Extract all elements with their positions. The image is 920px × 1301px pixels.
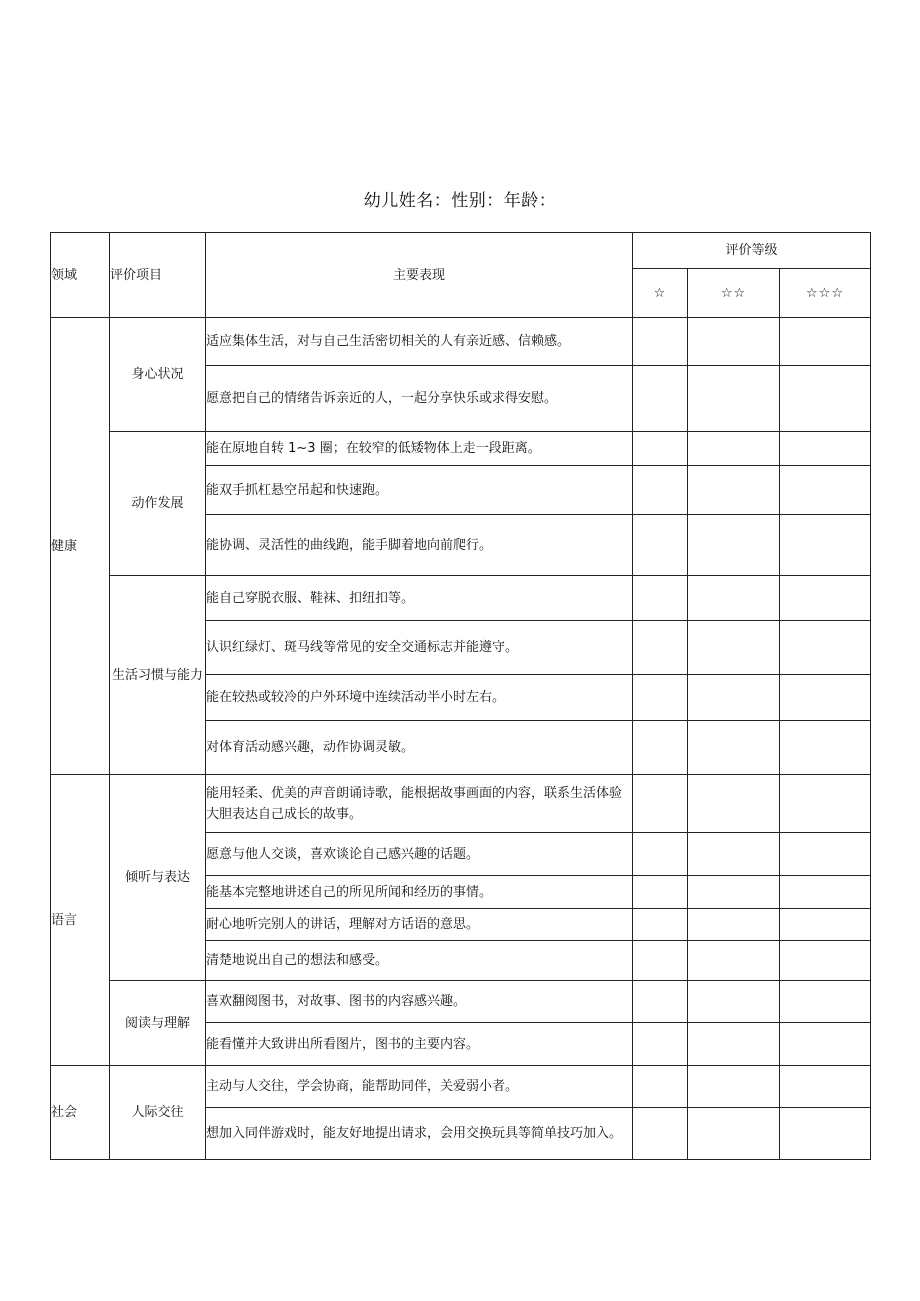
- rating-cell-three-star[interactable]: [780, 576, 871, 621]
- header-rating-level: 评价等级: [633, 233, 871, 269]
- performance-cell: 能用轻柔、优美的声音朗诵诗歌，能根据故事画面的内容，联系生活体验大胆表达自己成长的故事。: [206, 775, 633, 833]
- header-domain: 领域: [51, 233, 110, 318]
- rating-cell-three-star[interactable]: [780, 876, 871, 909]
- rating-cell-two-star[interactable]: [688, 833, 780, 876]
- rating-cell-two-star[interactable]: [688, 909, 780, 941]
- rating-cell-three-star[interactable]: [780, 318, 871, 366]
- performance-cell: 能自己穿脱衣服、鞋袜、扣纽扣等。: [206, 576, 633, 621]
- performance-cell: 能双手抓杠悬空吊起和快速跑。: [206, 466, 633, 515]
- rating-cell-three-star[interactable]: [780, 366, 871, 432]
- performance-cell: 能看懂并大致讲出所看图片，图书的主要内容。: [206, 1023, 633, 1066]
- performance-cell: 耐心地听完别人的讲话，理解对方话语的意思。: [206, 909, 633, 941]
- rating-cell-one-star[interactable]: [633, 432, 688, 466]
- rating-cell-one-star[interactable]: [633, 775, 688, 833]
- evaluation-item-cell: 阅读与理解: [110, 981, 206, 1066]
- domain-cell: 社会: [51, 1066, 110, 1160]
- table-row: [51, 576, 871, 621]
- rating-cell-two-star[interactable]: [688, 1108, 780, 1160]
- header-main-performance: 主要表现: [206, 233, 633, 318]
- rating-cell-two-star[interactable]: [688, 515, 780, 576]
- rating-cell-three-star[interactable]: [780, 909, 871, 941]
- table-row: [51, 775, 871, 833]
- rating-cell-one-star[interactable]: [633, 981, 688, 1023]
- performance-cell: 想加入同伴游戏时，能友好地提出请求，会用交换玩具等简单技巧加入。: [206, 1108, 633, 1160]
- table-row: [51, 981, 871, 1023]
- rating-cell-two-star[interactable]: [688, 318, 780, 366]
- rating-cell-one-star[interactable]: [633, 621, 688, 675]
- rating-cell-three-star[interactable]: [780, 515, 871, 576]
- rating-cell-two-star[interactable]: [688, 721, 780, 775]
- performance-cell: 对体育活动感兴趣，动作协调灵敏。: [206, 721, 633, 775]
- rating-cell-one-star[interactable]: [633, 876, 688, 909]
- performance-cell: 能协调、灵活性的曲线跑，能手脚着地向前爬行。: [206, 515, 633, 576]
- rating-cell-one-star[interactable]: [633, 466, 688, 515]
- performance-cell: 清楚地说出自己的想法和感受。: [206, 941, 633, 981]
- evaluation-item-cell: 人际交往: [110, 1066, 206, 1160]
- rating-cell-three-star[interactable]: [780, 981, 871, 1023]
- performance-cell: 能在原地自转 1~3 圈；在较窄的低矮物体上走一段距离。: [206, 432, 633, 466]
- domain-cell: 语言: [51, 775, 110, 1066]
- performance-cell: 适应集体生活，对与自己生活密切相关的人有亲近感、信赖感。: [206, 318, 633, 366]
- rating-cell-three-star[interactable]: [780, 941, 871, 981]
- rating-cell-two-star[interactable]: [688, 366, 780, 432]
- evaluation-table: [50, 232, 871, 1160]
- rating-cell-three-star[interactable]: [780, 466, 871, 515]
- rating-cell-one-star[interactable]: [633, 721, 688, 775]
- table-row: [51, 318, 871, 366]
- rating-cell-three-star[interactable]: [780, 1066, 871, 1108]
- rating-cell-three-star[interactable]: [780, 432, 871, 466]
- rating-cell-two-star[interactable]: [688, 621, 780, 675]
- header-three-star: ☆☆☆: [780, 269, 871, 318]
- rating-cell-one-star[interactable]: [633, 909, 688, 941]
- table-row: [51, 432, 871, 466]
- rating-cell-three-star[interactable]: [780, 1108, 871, 1160]
- rating-cell-two-star[interactable]: [688, 1066, 780, 1108]
- rating-cell-three-star[interactable]: [780, 833, 871, 876]
- rating-cell-one-star[interactable]: [633, 1023, 688, 1066]
- rating-cell-one-star[interactable]: [633, 1108, 688, 1160]
- rating-cell-three-star[interactable]: [780, 775, 871, 833]
- evaluation-item-cell: 倾听与表达: [110, 775, 206, 981]
- rating-cell-one-star[interactable]: [633, 576, 688, 621]
- table-row: [51, 1066, 871, 1108]
- rating-cell-two-star[interactable]: [688, 675, 780, 721]
- header-item: 评价项目: [110, 233, 206, 318]
- header-two-star: ☆☆: [688, 269, 780, 318]
- rating-cell-three-star[interactable]: [780, 621, 871, 675]
- performance-cell: 愿意与他人交谈，喜欢谈论自己感兴趣的话题。: [206, 833, 633, 876]
- performance-cell: 认识红绿灯、斑马线等常见的安全交通标志并能遵守。: [206, 621, 633, 675]
- evaluation-item-cell: 动作发展: [110, 432, 206, 576]
- rating-cell-one-star[interactable]: [633, 318, 688, 366]
- domain-cell: 健康: [51, 318, 110, 775]
- evaluation-item-cell: 身心状况: [110, 318, 206, 432]
- header-one-star: ☆: [633, 269, 688, 318]
- page-title: 幼儿姓名：性别：年龄：: [363, 191, 557, 211]
- table-body: [51, 318, 871, 1160]
- rating-cell-three-star[interactable]: [780, 721, 871, 775]
- rating-cell-three-star[interactable]: [780, 675, 871, 721]
- rating-cell-two-star[interactable]: [688, 576, 780, 621]
- rating-cell-two-star[interactable]: [688, 981, 780, 1023]
- rating-cell-one-star[interactable]: [633, 675, 688, 721]
- rating-cell-three-star[interactable]: [780, 1023, 871, 1066]
- evaluation-item-cell: 生活习惯与能力: [110, 576, 206, 775]
- rating-cell-two-star[interactable]: [688, 432, 780, 466]
- performance-cell: 能基本完整地讲述自己的所见所闻和经历的事情。: [206, 876, 633, 909]
- rating-cell-two-star[interactable]: [688, 466, 780, 515]
- rating-cell-one-star[interactable]: [633, 515, 688, 576]
- performance-cell: 愿意把自己的情绪告诉亲近的人，一起分享快乐或求得安慰。: [206, 366, 633, 432]
- rating-cell-one-star[interactable]: [633, 1066, 688, 1108]
- rating-cell-two-star[interactable]: [688, 775, 780, 833]
- performance-cell: 主动与人交往，学会协商，能帮助同伴，关爱弱小者。: [206, 1066, 633, 1108]
- rating-cell-two-star[interactable]: [688, 876, 780, 909]
- rating-cell-one-star[interactable]: [633, 833, 688, 876]
- rating-cell-two-star[interactable]: [688, 1023, 780, 1066]
- rating-cell-one-star[interactable]: [633, 366, 688, 432]
- performance-cell: 喜欢翻阅图书，对故事、图书的内容感兴趣。: [206, 981, 633, 1023]
- performance-cell: 能在较热或较冷的户外环境中连续活动半小时左右。: [206, 675, 633, 721]
- rating-cell-two-star[interactable]: [688, 941, 780, 981]
- rating-cell-one-star[interactable]: [633, 941, 688, 981]
